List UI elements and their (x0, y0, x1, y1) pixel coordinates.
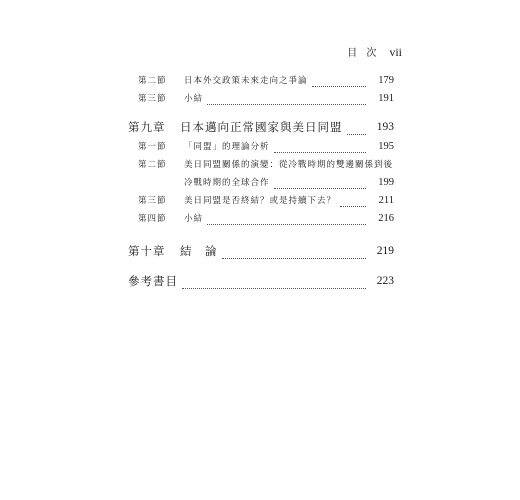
section-page: 179 (378, 75, 394, 86)
section-title: 「同盟」的理論分析 (184, 142, 270, 152)
running-head-title: 目 次 (347, 48, 380, 59)
toc-entry-section (128, 138, 394, 156)
dot-leader (340, 206, 366, 207)
section-title: 小結 (184, 94, 204, 104)
toc-entry-section-continuation (128, 174, 394, 192)
section-page: 199 (378, 177, 394, 188)
section-title: 小結 (184, 214, 204, 224)
dot-leader (274, 188, 366, 189)
toc-entry-section (128, 192, 394, 210)
chapter-title: 結 論 (180, 244, 218, 258)
section-title: 美日同盟是否終結？或是持續下去？ (184, 196, 337, 206)
dot-leader (222, 258, 367, 259)
section-title: 日本外交政策未來走向之爭論 (184, 76, 308, 86)
chapter-label: 第十章 (128, 244, 166, 258)
toc-entry-bibliography (128, 270, 394, 292)
toc-entry-section (128, 210, 394, 228)
toc-entry-section (128, 90, 394, 108)
section-page: 216 (378, 213, 394, 224)
running-head (347, 44, 402, 60)
section-label: 第二節 (138, 76, 167, 86)
section-page: 195 (378, 141, 394, 152)
section-label: 第二節 (138, 160, 167, 170)
section-title-line1: 美日同盟關係的演變：從冷戰時期的雙邊關係到後 (184, 160, 394, 170)
section-page: 211 (378, 195, 394, 206)
dot-leader (207, 224, 366, 225)
dot-leader (207, 104, 366, 105)
dot-leader (274, 152, 366, 153)
dot-leader (182, 288, 366, 289)
section-page: 191 (378, 93, 394, 104)
section-label: 第三節 (138, 94, 167, 104)
table-of-contents (128, 72, 394, 292)
section-label: 第一節 (138, 142, 167, 152)
bibliography-title: 參考書目 (128, 274, 178, 288)
toc-entry-chapter (128, 116, 394, 138)
toc-entry-chapter (128, 240, 394, 262)
toc-entry-section-multiline (128, 156, 394, 174)
section-label: 第三節 (138, 196, 167, 206)
chapter-title: 日本邁向正常國家與美日同盟 (180, 120, 343, 134)
bibliography-page: 223 (376, 275, 394, 287)
dot-leader (347, 134, 367, 135)
toc-entry-section (128, 72, 394, 90)
chapter-page: 219 (376, 245, 394, 257)
section-title-line2: 冷戰時期的全球合作 (184, 178, 270, 188)
chapter-page: 193 (376, 121, 394, 133)
section-label: 第四節 (138, 214, 167, 224)
page-number: vii (389, 45, 402, 59)
dot-leader (312, 86, 366, 87)
chapter-label: 第九章 (128, 120, 166, 134)
